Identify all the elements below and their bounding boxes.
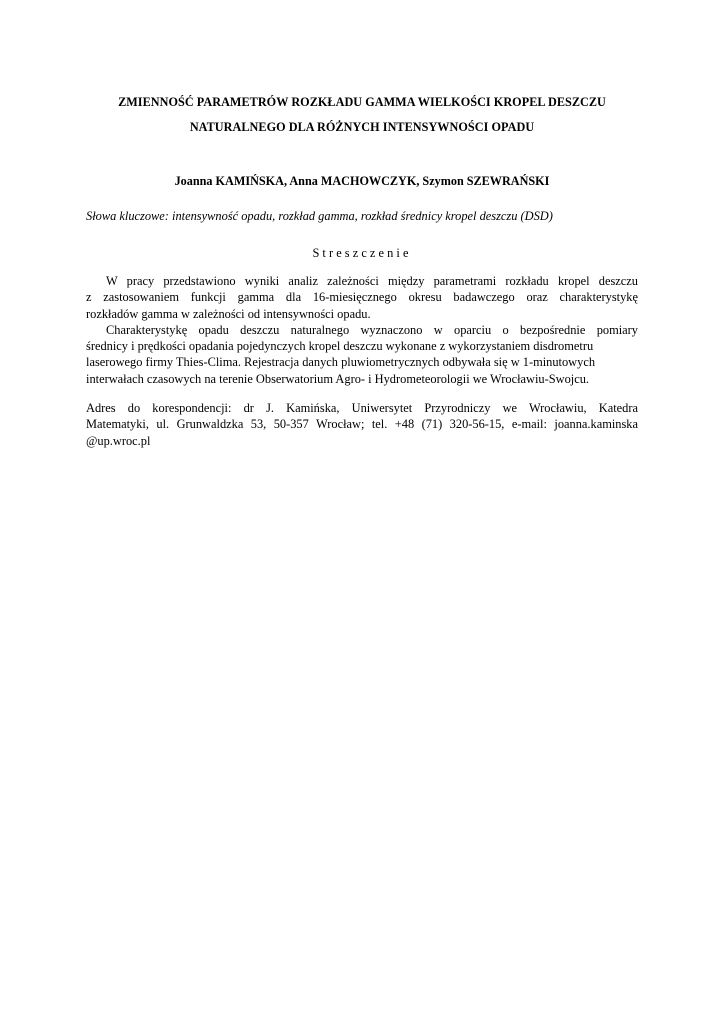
abstract-p2-line: Charakterystykę opadu deszczu naturalnego wyznaczono w oparciu o bezpośrednie pomiary	[106, 322, 638, 337]
contact-line: @up.wroc.pl	[86, 433, 151, 448]
keywords: Słowa kluczowe: intensywność opadu, rozkład gamma, rozkład średnicy kropel deszczu (DSD)	[86, 209, 553, 223]
abstract-p2-line: laserowego firmy Thies-Clima. Rejestracja danych pluwiometrycznych odbywała się w 1-minutowych	[86, 355, 596, 370]
abstract-p1-line: W pracy przedstawiono wyniki analiz zależności między parametrami rozkładu kropel deszczu	[106, 274, 638, 288]
abstract-heading: Streszczenie	[312, 246, 412, 260]
abstract-p1-line: z zastosowaniem funkcji gamma dla 16-miesięcznego okresu badawczego oraz charakterystykę	[86, 290, 638, 305]
abstract-p1-line: rozkładów gamma w zależności od intensywności opadu.	[86, 306, 371, 321]
correspondence-address	[86, 400, 638, 449]
author-list: Joanna KAMIŃSKA, Anna MACHOWCZYK, Szymon SZEWRAŃSKI	[174, 174, 550, 188]
abstract-p2-line: interwałach czasowych na terenie Obserwatorium Agro- i Hydrometeorologii we Wrocławiu-Swojcu.	[86, 371, 589, 386]
abstract-body	[86, 273, 638, 387]
abstract-p2-line: średnicy i prędkości opadania pojedynczych kropel deszczu wykonane z wykorzystaniem disdrometru	[86, 339, 594, 354]
paper-title	[86, 90, 638, 140]
title-line-2: NATURALNEGO DLA RÓŻNYCH INTENSYWNOŚCI OPADU	[189, 120, 535, 134]
contact-line: Adres do korespondencji: dr J. Kamińska, Uniwersytet Przyrodniczy we Wrocławiu, Katedra	[86, 401, 638, 415]
title-line-1: ZMIENNOŚĆ PARAMETRÓW ROZKŁADU GAMMA WIELKOŚCI KROPEL DESZCZU	[118, 95, 606, 109]
contact-line: Matematyki, ul. Grunwaldzka 53, 50-357 Wrocław; tel. +48 (71) 320-56-15, e-mail: joanna.kaminska	[86, 417, 638, 432]
